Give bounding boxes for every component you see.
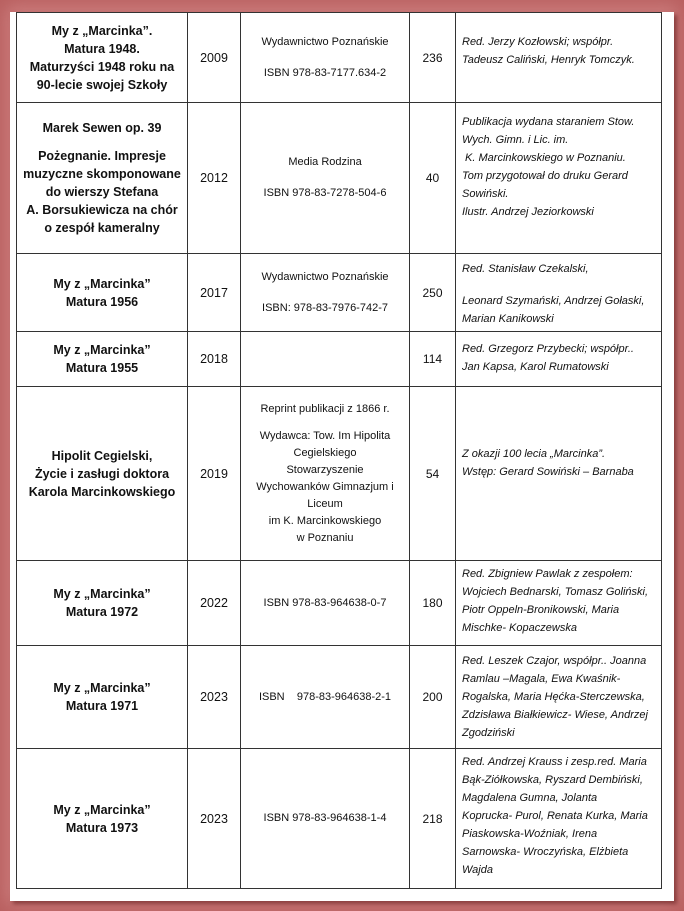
title-line: My z „Marcinka”: [53, 587, 151, 601]
table-row: [17, 646, 662, 749]
notes-line: Wstęp: Gerard Sowiński – Barnaba: [462, 466, 634, 478]
notes-cell: [456, 646, 662, 749]
title-cell: [17, 646, 188, 749]
notes-cell: [456, 387, 662, 561]
notes-line: Red. Grzegorz Przybecki; współpr..: [462, 343, 634, 355]
publisher-line: Media Rodzina: [288, 156, 362, 168]
publisher-line: ISBN 978-83-964638-1-4: [263, 812, 387, 824]
publisher-line: ISBN 978-83-7177.634-2: [263, 66, 387, 79]
notes-cell: [456, 103, 662, 254]
publisher-cell: [241, 749, 410, 889]
publisher-line: Wydawnictwo Poznańskie: [261, 270, 389, 283]
title-cell: [17, 561, 188, 646]
year-cell: 2009: [188, 13, 241, 103]
title-line: Matura 1973: [65, 820, 139, 835]
publisher-line: Wydawnictwo Poznańskie: [261, 35, 389, 48]
notes-line: Koprucka- Purol, Renata Kurka, Maria: [462, 810, 648, 822]
table-row: [17, 103, 662, 254]
publisher-line: Stowarzyszenie: [286, 463, 364, 476]
notes-line: Tadeusz Caliński, Henryk Tomczyk.: [462, 54, 635, 66]
title-cell: [17, 749, 188, 889]
notes-line: Marian Kanikowski: [462, 313, 554, 325]
publisher-line: ISBN 978-83-7278-504-6: [263, 187, 387, 199]
title-line: Matura 1955: [65, 361, 139, 375]
title-line: My z „Marcinka”: [53, 343, 151, 357]
notes-line: Wajda: [462, 864, 493, 876]
title-cell: [17, 387, 188, 561]
notes-line: Publikacja wydana staraniem Stow.: [462, 116, 635, 128]
title-line: Karola Marcinkowskiego: [28, 484, 176, 499]
publisher-cell: [241, 561, 410, 646]
publisher-line: Cegielskiego: [293, 446, 357, 459]
title-cell: [17, 332, 188, 387]
title-cell: [17, 13, 188, 103]
notes-line: Ramlau –Magala, Ewa Kwaśnik-: [462, 673, 621, 685]
publisher-line: Wydawca: Tow. Im Hipolita: [259, 429, 391, 442]
table-row: [17, 332, 662, 387]
table-row: [17, 749, 662, 889]
title-line: A. Borsukiewicza na chór: [26, 203, 178, 217]
title-line: o zespół kameralny: [44, 221, 160, 235]
title-line: Matura 1971: [65, 699, 139, 713]
year-cell: 2023: [188, 749, 241, 889]
title-line: Życie i zasługi doktora: [34, 466, 170, 481]
pages-cell: 218: [410, 749, 456, 889]
notes-line: Piotr Oppeln-Bronikowski, Maria: [462, 604, 620, 616]
year-cell: 2019: [188, 387, 241, 561]
title-line: Marek Sewen op. 39: [42, 121, 162, 135]
title-cell: [17, 254, 188, 332]
publisher-line: Wychowanków Gimnazjum i: [256, 480, 394, 493]
year-cell: 2022: [188, 561, 241, 646]
title-line: My z „Marcinka”: [53, 681, 151, 695]
title-line: Pożegnanie. Impresje: [38, 149, 166, 163]
pages-cell: 236: [410, 13, 456, 103]
publisher-line: Liceum: [307, 497, 343, 510]
publications-table: [16, 12, 662, 889]
publisher-line: ISBN 978-83-964638-2-1: [258, 690, 392, 703]
publisher-line: im K. Marcinkowskiego: [268, 514, 382, 527]
title-line: do wierszy Stefana: [45, 185, 159, 199]
notes-line: Zdzisława Białkiewicz- Wiese, Andrzej: [462, 709, 648, 721]
publisher-line: ISBN: 978-83-7976-742-7: [262, 301, 388, 314]
pages-cell: 250: [410, 254, 456, 332]
title-line: Matura 1972: [65, 605, 139, 619]
publisher-line: w Poznaniu: [296, 531, 354, 544]
notes-line: Ilustr. Andrzej Jeziorkowski: [462, 206, 594, 218]
title-line: Maturzyści 1948 roku na: [29, 59, 175, 74]
notes-line: Wojciech Bednarski, Tomasz Goliński,: [462, 586, 649, 598]
publisher-line: Reprint publikacji z 1866 r.: [260, 402, 390, 415]
pages-cell: 180: [410, 561, 456, 646]
notes-cell: [456, 254, 662, 332]
notes-line: Mischke- Kopaczewska: [462, 622, 577, 634]
table-row: [17, 561, 662, 646]
year-cell: 2018: [188, 332, 241, 387]
publisher-cell: [241, 254, 410, 332]
notes-line: Wych. Gimn. i Lic. im.: [462, 134, 569, 146]
year-cell: 2017: [188, 254, 241, 332]
notes-line: Piaskowska-Woźniak, Irena: [462, 828, 598, 840]
title-line: Matura 1956: [65, 294, 139, 309]
notes-line: Bąk-Ziółkowska, Ryszard Dembiński,: [462, 774, 643, 786]
document-page: [10, 12, 674, 901]
publisher-cell: [241, 332, 410, 387]
pages-cell: 200: [410, 646, 456, 749]
notes-line: Red. Stanisław Czekalski,: [462, 263, 589, 275]
year-cell: 2023: [188, 646, 241, 749]
notes-cell: [456, 13, 662, 103]
notes-line: Leonard Szymański, Andrzej Gołaski,: [462, 295, 645, 307]
notes-line: Red. Zbigniew Pawlak z zespołem:: [462, 568, 633, 580]
notes-line: Jan Kapsa, Karol Rumatowski: [462, 361, 609, 373]
publisher-cell: [241, 13, 410, 103]
title-line: My z „Marcinka”.: [51, 23, 153, 38]
notes-line: Zgodziński: [462, 727, 515, 739]
pages-cell: 114: [410, 332, 456, 387]
pages-cell: 40: [410, 103, 456, 254]
notes-line: K. Marcinkowskiego w Poznaniu.: [462, 152, 626, 164]
year-cell: 2012: [188, 103, 241, 254]
notes-line: Tom przygotował do druku Gerard: [462, 170, 628, 182]
publisher-cell: [241, 646, 410, 749]
table-row: [17, 254, 662, 332]
title-line: 90-lecie swojej Szkoły: [36, 77, 168, 92]
notes-line: Red. Andrzej Krauss i zesp.red. Maria: [462, 756, 647, 768]
table-row: [17, 387, 662, 561]
notes-line: Sowiński.: [462, 188, 509, 200]
publisher-cell: [241, 387, 410, 561]
table-row: [17, 13, 662, 103]
notes-cell: [456, 332, 662, 387]
notes-cell: [456, 561, 662, 646]
notes-line: Magdalena Gumna, Jolanta: [462, 792, 598, 804]
title-line: muzyczne skomponowane: [23, 167, 181, 181]
notes-line: Sarnowska- Wroczyńska, Elżbieta: [462, 846, 629, 858]
publisher-line: ISBN 978-83-964638-0-7: [263, 596, 387, 609]
title-cell: [17, 103, 188, 254]
notes-line: Z okazji 100 lecia „Marcinka”.: [462, 448, 606, 460]
notes-line: Red. Leszek Czajor, współpr.. Joanna: [462, 655, 647, 667]
title-line: Matura 1948.: [64, 41, 140, 56]
notes-line: Red. Jerzy Kozłowski; współpr.: [462, 36, 614, 48]
title-line: My z „Marcinka”: [53, 276, 151, 291]
pages-cell: 54: [410, 387, 456, 561]
notes-line: Rogalska, Maria Hęćka-Sterczewska,: [462, 691, 645, 703]
publisher-cell: [241, 103, 410, 254]
title-line: Hipolit Cegielski,: [51, 448, 153, 463]
title-line: My z „Marcinka”: [53, 802, 151, 817]
notes-cell: [456, 749, 662, 889]
